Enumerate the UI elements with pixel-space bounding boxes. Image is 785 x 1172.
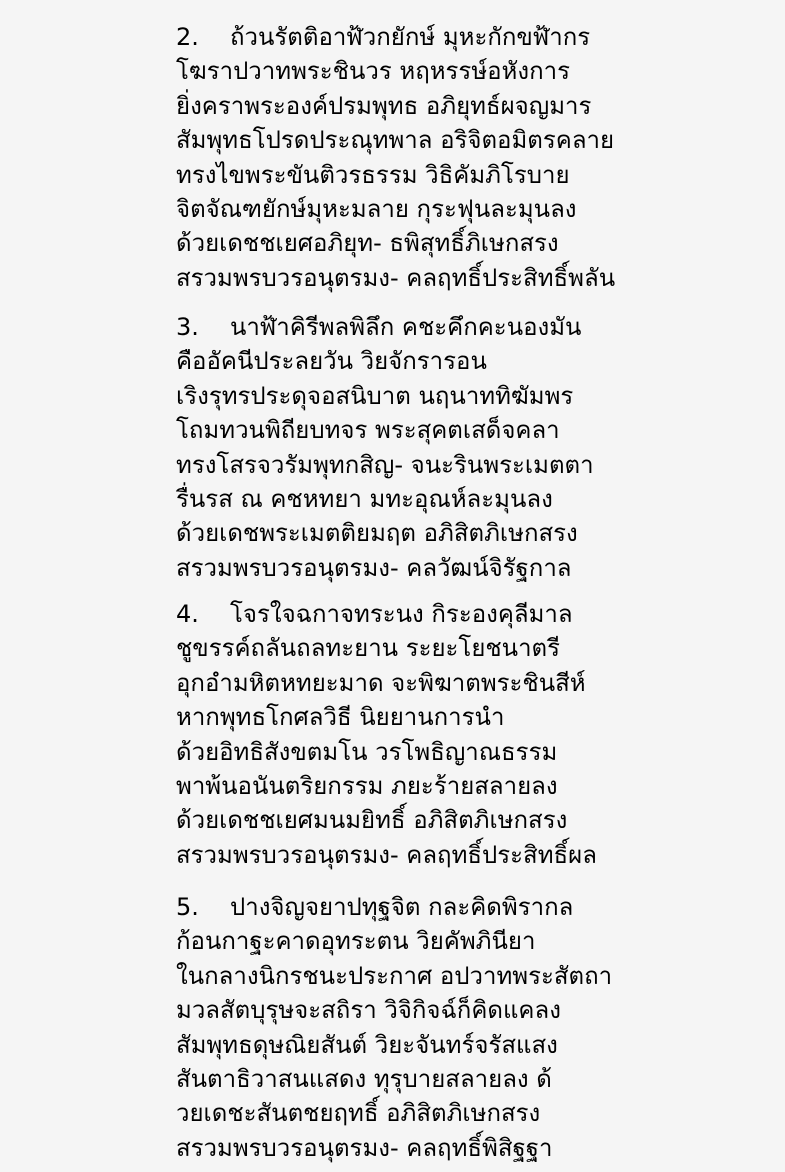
- verse-line: ด้วยเดชพระเมตติยมฤต อภิสิตภิเษกสรง: [176, 519, 578, 548]
- verse-line: สรวมพรบวรอนุตรมง- คลวัฒน์จิรัฐกาล: [176, 553, 572, 582]
- verse-line: โถมทวนพิถียบทจร พระสุคตเสด็จคลา: [176, 416, 560, 445]
- verse-line: ทรงไขพระขันติวรธรรม วิธิคัมภิโรบาย: [176, 160, 570, 189]
- verse-3: [176, 310, 756, 585]
- verse-5: [176, 890, 756, 1165]
- verse-line: [176, 310, 756, 344]
- verse-line: จิตจัณฑยักษ์มุหะมลาย กุระฟุนละมุนลง: [176, 194, 577, 223]
- verse-line: ด้วยเดชชเยศมนมยิทธิ์ อภิสิตภิเษกสรง: [176, 806, 568, 835]
- verse-line: วยเดชะสันตชยฤทธิ์ อภิสิตภิเษกสรง: [176, 1099, 541, 1128]
- verse-line-text: ถ้วนรัตติอาฬ้วกยักษ์ มุหะกักขฬ้ากร: [230, 23, 591, 51]
- verse-number: 2.: [176, 23, 199, 51]
- verse-number: 3.: [176, 313, 199, 341]
- verse-line: [176, 20, 756, 54]
- verse-line: ก้อนกาฐะคาดอุทระตน วิยคัพภินียา: [176, 927, 536, 956]
- verse-line: อุกอำมหิตหทยะมาด จะพิฆาตพระชินสีห์: [176, 668, 586, 697]
- verse-line: สันตาธิวาสนแสดง ทุรุบายสลายลง ด้: [176, 1064, 552, 1093]
- verse-line: ชูขรรค์ถลันถลทะยาน ระยะโยชนาตรี: [176, 634, 561, 663]
- verse-line: ยิ่งคราพระองค์ปรมพุทธ อภิยุทธ์ผจญมาร: [176, 91, 592, 120]
- verse-line: สัมพุทธโปรดประณุทพาล อริจิตอมิตรคลาย: [176, 126, 615, 155]
- verse-line-text: นาฬ้าคิรีพลพิลึก คชะคึกคะนองมัน: [230, 313, 582, 341]
- verse-line: โฆราปวาทพระชินวร หฤหรรษ์อหังการ: [176, 57, 570, 86]
- verse-line: สรวมพรบวรอนุตรมง- คลฤทธิ์พิสิฐฐา: [176, 1133, 553, 1162]
- verse-line-text: โจรใจฉกาจทระนง กิระองคุลีมาล: [230, 600, 573, 628]
- verse-line: มวลสัตบุรุษจะสถิรา วิจิกิจฉ์ก็คิดแคลง: [176, 996, 561, 1025]
- verse-line: หากพุทธโกศลวิธี นิยยานการนำ: [176, 703, 505, 732]
- verse-line: ด้วยเดชชเยศอภิยุท- ธพิสุทธิ์ภิเษกสรง: [176, 229, 559, 258]
- verse-line: พาพ้นอนันตริยกรรม ภยะร้ายสลายลง: [176, 771, 558, 800]
- verse-line: เริงรุทรประดุจอสนิบาต นฤนาททิฆัมพร: [176, 381, 574, 410]
- verse-4: [176, 597, 756, 872]
- verse-number: 4.: [176, 600, 199, 628]
- verse-line: สรวมพรบวรอนุตรมง- คลฤทธิ์ประสิทธิ์ผล: [176, 840, 597, 869]
- verse-line: สัมพุทธดุษณิยสันต์ วิยะจันทร์จรัสแสง: [176, 1030, 558, 1059]
- verse-line-text: ปางจิญจยาปทุฐจิต กละคิดพิรากล: [230, 893, 574, 921]
- verse-line: คืออัคนีประลยวัน วิยจักรารอน: [176, 347, 487, 376]
- verse-line: [176, 597, 756, 631]
- verse-2: [176, 20, 756, 295]
- verse-line: ด้วยอิทธิสังขตมโน วรโพธิญาณธรรม: [176, 737, 558, 766]
- verse-line: [176, 890, 756, 924]
- verse-line: ทรงโสรจวรัมพุทกสิญ- จนะรินพระเมตตา: [176, 450, 594, 479]
- verse-line: ในกลางนิกรชนะประกาศ อปวาทพระสัตถา: [176, 961, 613, 990]
- verse-line: รื่นรส ณ คชหทยา มทะอุณห์ละมุนลง: [176, 484, 553, 513]
- verse-number: 5.: [176, 893, 199, 921]
- verse-line: สรวมพรบวรอนุตรมง- คลฤทธิ์ประสิทธิ์พลัน: [176, 263, 616, 292]
